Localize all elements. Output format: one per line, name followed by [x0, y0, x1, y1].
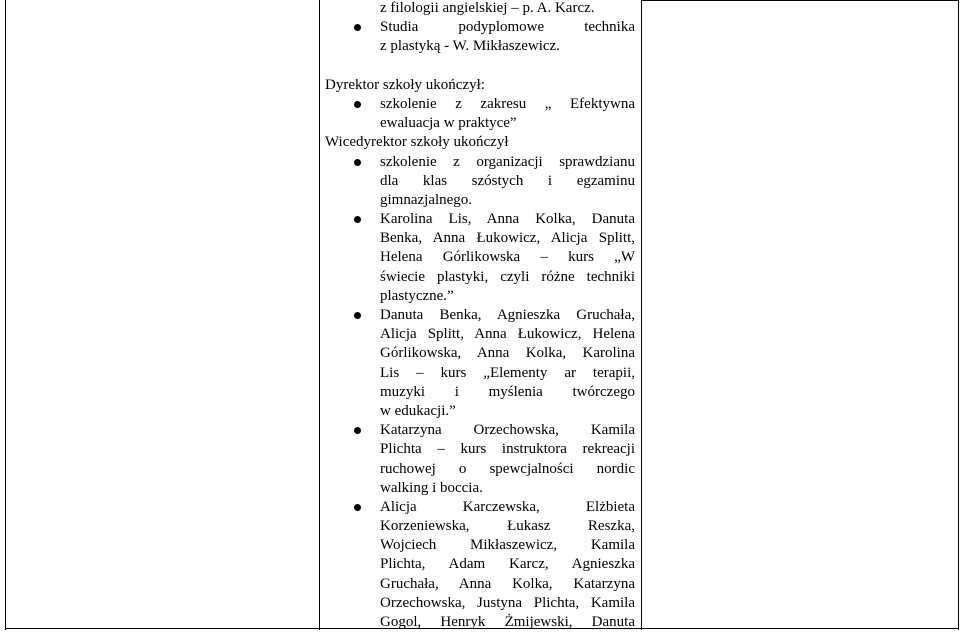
director-heading: Dyrektor szkoły ukończył: [325, 76, 485, 93]
text-line: ewaluacja w praktyce” [380, 115, 517, 132]
text-line: szkolenie z organizacji sprawdzianu [380, 153, 635, 170]
text-line: dla klas szóstych i egzaminu [380, 172, 635, 189]
bullet-icon [354, 216, 361, 223]
list-item [325, 306, 635, 421]
text-line: szkolenie z zakresu „ Efektywna [380, 95, 635, 112]
text-line: z plastyką - W. Mikłaszewicz. [380, 38, 560, 55]
list-item [325, 153, 635, 211]
bullet-icon [354, 312, 361, 319]
text-line: gimnazjalnego. [380, 191, 473, 208]
text-line: Gruchała, Anna Kolka, Katarzyna [380, 575, 635, 592]
text-line: Korzeniewska, Łukasz Reszka, [380, 518, 635, 535]
table-border-col1 [319, 0, 320, 630]
text-line: Alicja Karczewska, Elżbieta [380, 498, 635, 515]
text-line: Benka, Anna Łukowicz, Alicja Splitt, [380, 230, 635, 247]
text-line: w edukacji.” [380, 402, 456, 419]
text-line: Katarzyna Orzechowska, Kamila [380, 422, 635, 439]
list-item [325, 421, 635, 498]
text-line: Plichta – kurs instruktora rekreacji [380, 441, 635, 458]
bullet-icon [354, 159, 361, 166]
text-line: Gogol, Henryk Żmijewski, Danuta [380, 614, 635, 630]
text-line: Orzechowska, Justyna Plichta, Kamila [380, 594, 635, 611]
text-line: Lis – kurs „Elementy ar terapii, [380, 364, 635, 381]
text-line: Górlikowska, Anna Kolka, Karolina [380, 345, 635, 362]
bullet-icon [354, 504, 361, 511]
text-line: Danuta Benka, Agnieszka Gruchała, [380, 307, 635, 323]
text-line: Wojciech Mikłaszewicz, Kamila [380, 537, 635, 554]
table-cell-top-border [641, 0, 959, 1]
list-item [325, 95, 635, 133]
list-item [325, 210, 635, 306]
text-line: Alicja Splitt, Anna Łukowicz, Helena [380, 326, 635, 343]
list-item [325, 498, 635, 632]
text-line: Plichta, Adam Karcz, Agnieszka [380, 556, 635, 573]
bullet-icon [354, 427, 361, 434]
table-cell-training [325, 0, 635, 632]
table-border-col2 [641, 0, 642, 630]
text-line: Helena Górlikowska – kurs „W [380, 249, 635, 266]
bullet-icon [354, 24, 361, 31]
table-border-left [5, 0, 6, 630]
text-line: ruchowej o spewcjalności nordic [380, 460, 635, 477]
text-line: z filologii angielskiej – p. A. Karcz. [380, 0, 595, 16]
bullet-icon [354, 101, 361, 108]
table-border-right [958, 0, 959, 630]
text-line: świecie plastyki, czyli różne techniki [380, 268, 635, 285]
text-line: Studia podyplomowe technika [380, 19, 635, 36]
text-line: muzyki i myślenia twórczego [380, 383, 635, 400]
text-line: plastyczne.” [380, 287, 454, 304]
text-line: walking i boccia. [380, 479, 483, 496]
list-item [325, 18, 635, 56]
text-line: Karolina Lis, Anna Kolka, Danuta [380, 211, 635, 228]
vice-director-heading: Wicedyrektor szkoły ukończył [325, 134, 509, 151]
